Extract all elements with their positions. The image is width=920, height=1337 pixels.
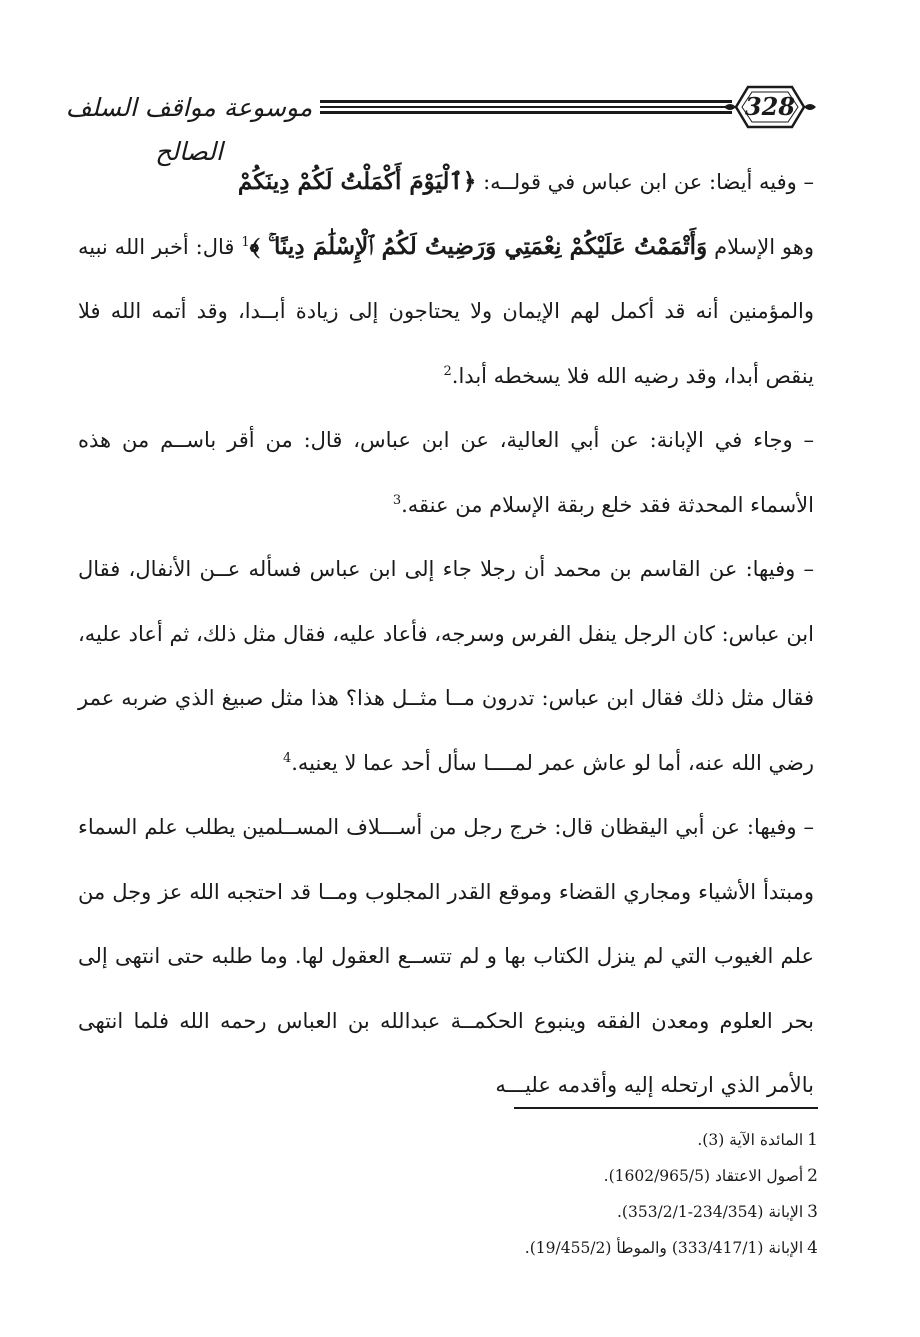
footnote-4 bbox=[300, 1230, 818, 1266]
footnotes bbox=[300, 1122, 818, 1266]
footnote-text: المائدة الآية (3). bbox=[697, 1131, 804, 1149]
page-number: 328 bbox=[744, 92, 796, 121]
footnote-ref: 3 bbox=[392, 492, 402, 508]
footnote-number: 2 bbox=[807, 1166, 818, 1186]
paragraph-text: – وفيها: عن أبي اليقظان قال: خرج رجل من أســـلاف المســلمين يطلب علم السماء ومبتدأ الأشياء ومجاري القضاء وموقع القدر المجلوب ومــا قد احتجبه الله عز وجل من علم الغيوب التي لم ينزل الكتاب بها و لم تتســع العقول لها. وما طلبه حتى انتهى إلى بحر العلوم ومعدن الفقه وينبوع الحكمــة عبدالله بن العباس رحمه الله فلما انتهى بالأمر الذي ارتحله إليه وأقدمه عليـــه bbox=[78, 815, 814, 1097]
paragraph-1 bbox=[78, 150, 814, 408]
footnote-text: الإبانة (333/417/1) والموطأ (19/455/2). bbox=[524, 1239, 804, 1257]
page-number-badge bbox=[722, 82, 818, 132]
paragraph-text: وهو الإسلام bbox=[707, 234, 814, 259]
quran-verse: ﴿ٱلْيَوْمَ أَكْمَلْتُ لَكُمْ دِينَكُمْ bbox=[237, 168, 477, 195]
main-text bbox=[78, 150, 814, 1118]
footnote-number: 1 bbox=[807, 1130, 818, 1150]
footnote-2 bbox=[300, 1158, 818, 1194]
footnote-text: أصول الاعتقاد (1602/965/5). bbox=[603, 1167, 804, 1185]
footnote-text: الإبانة (234/354-353/2/1). bbox=[616, 1203, 804, 1221]
page-header bbox=[58, 78, 818, 166]
paragraph-3 bbox=[78, 537, 814, 795]
footnote-1 bbox=[300, 1122, 818, 1158]
footnote-ref: 4 bbox=[282, 750, 292, 766]
footnote-3 bbox=[300, 1194, 818, 1230]
footnote-number: 4 bbox=[807, 1238, 818, 1258]
footnote-separator bbox=[514, 1107, 818, 1109]
paragraph-text: – وفيه أيضا: عن ابن عباس في قولــه: bbox=[476, 170, 814, 194]
footnote-ref: 2 bbox=[443, 363, 452, 379]
footnote-ref: 1 bbox=[241, 234, 250, 250]
quran-verse: وَأَتْمَمْتُ عَلَيْكُمْ نِعْمَتِي وَرَضِيتُ لَكُمُ ٱلْإِسْلَٰمَ دِينًا ۚ ﴾ bbox=[249, 232, 708, 260]
paragraph-text: – وجاء في الإبانة: عن أبي العالية، عن ابن عباس، قال: من أقر باســم من هذه الأسماء المحدثة فقد خلع ربقة الإسلام من عنقه. bbox=[78, 428, 814, 517]
header-rule bbox=[320, 100, 732, 114]
paragraph-2 bbox=[78, 408, 814, 537]
paragraph-text: قال: أخبر الله نبيه والمؤمنين أنه قد أكمل لهم الإيمان ولا يحتاجون إلى زيادة أبــدا، وقد أتمه الله فلا ينقص أبدا، وقد رضيه الله فلا يسخطه أبدا. bbox=[78, 234, 814, 388]
paragraph-4 bbox=[78, 795, 814, 1118]
book-title: موسوعة مواقف السلف الصالح bbox=[65, 93, 313, 166]
footnote-number: 3 bbox=[807, 1202, 818, 1222]
paragraph-text: – وفيها: عن القاسم بن محمد أن رجلا جاء إلى ابن عباس فسأله عــن الأنفال، فقال ابن عباس: كان الرجل ينفل الفرس وسرجه، فأعاد عليه، فقال مثل ذلك، ثم أعاد عليه، فقال مثل ذلك فقال ابن عباس: تدرون مــا مثــل هذا؟ هذا مثل صبيغ الذي ضربه عمر رضي الله عنه، أما لو عاش عمر لمــــا سأل أحد عما لا يعنيه. bbox=[78, 557, 814, 775]
